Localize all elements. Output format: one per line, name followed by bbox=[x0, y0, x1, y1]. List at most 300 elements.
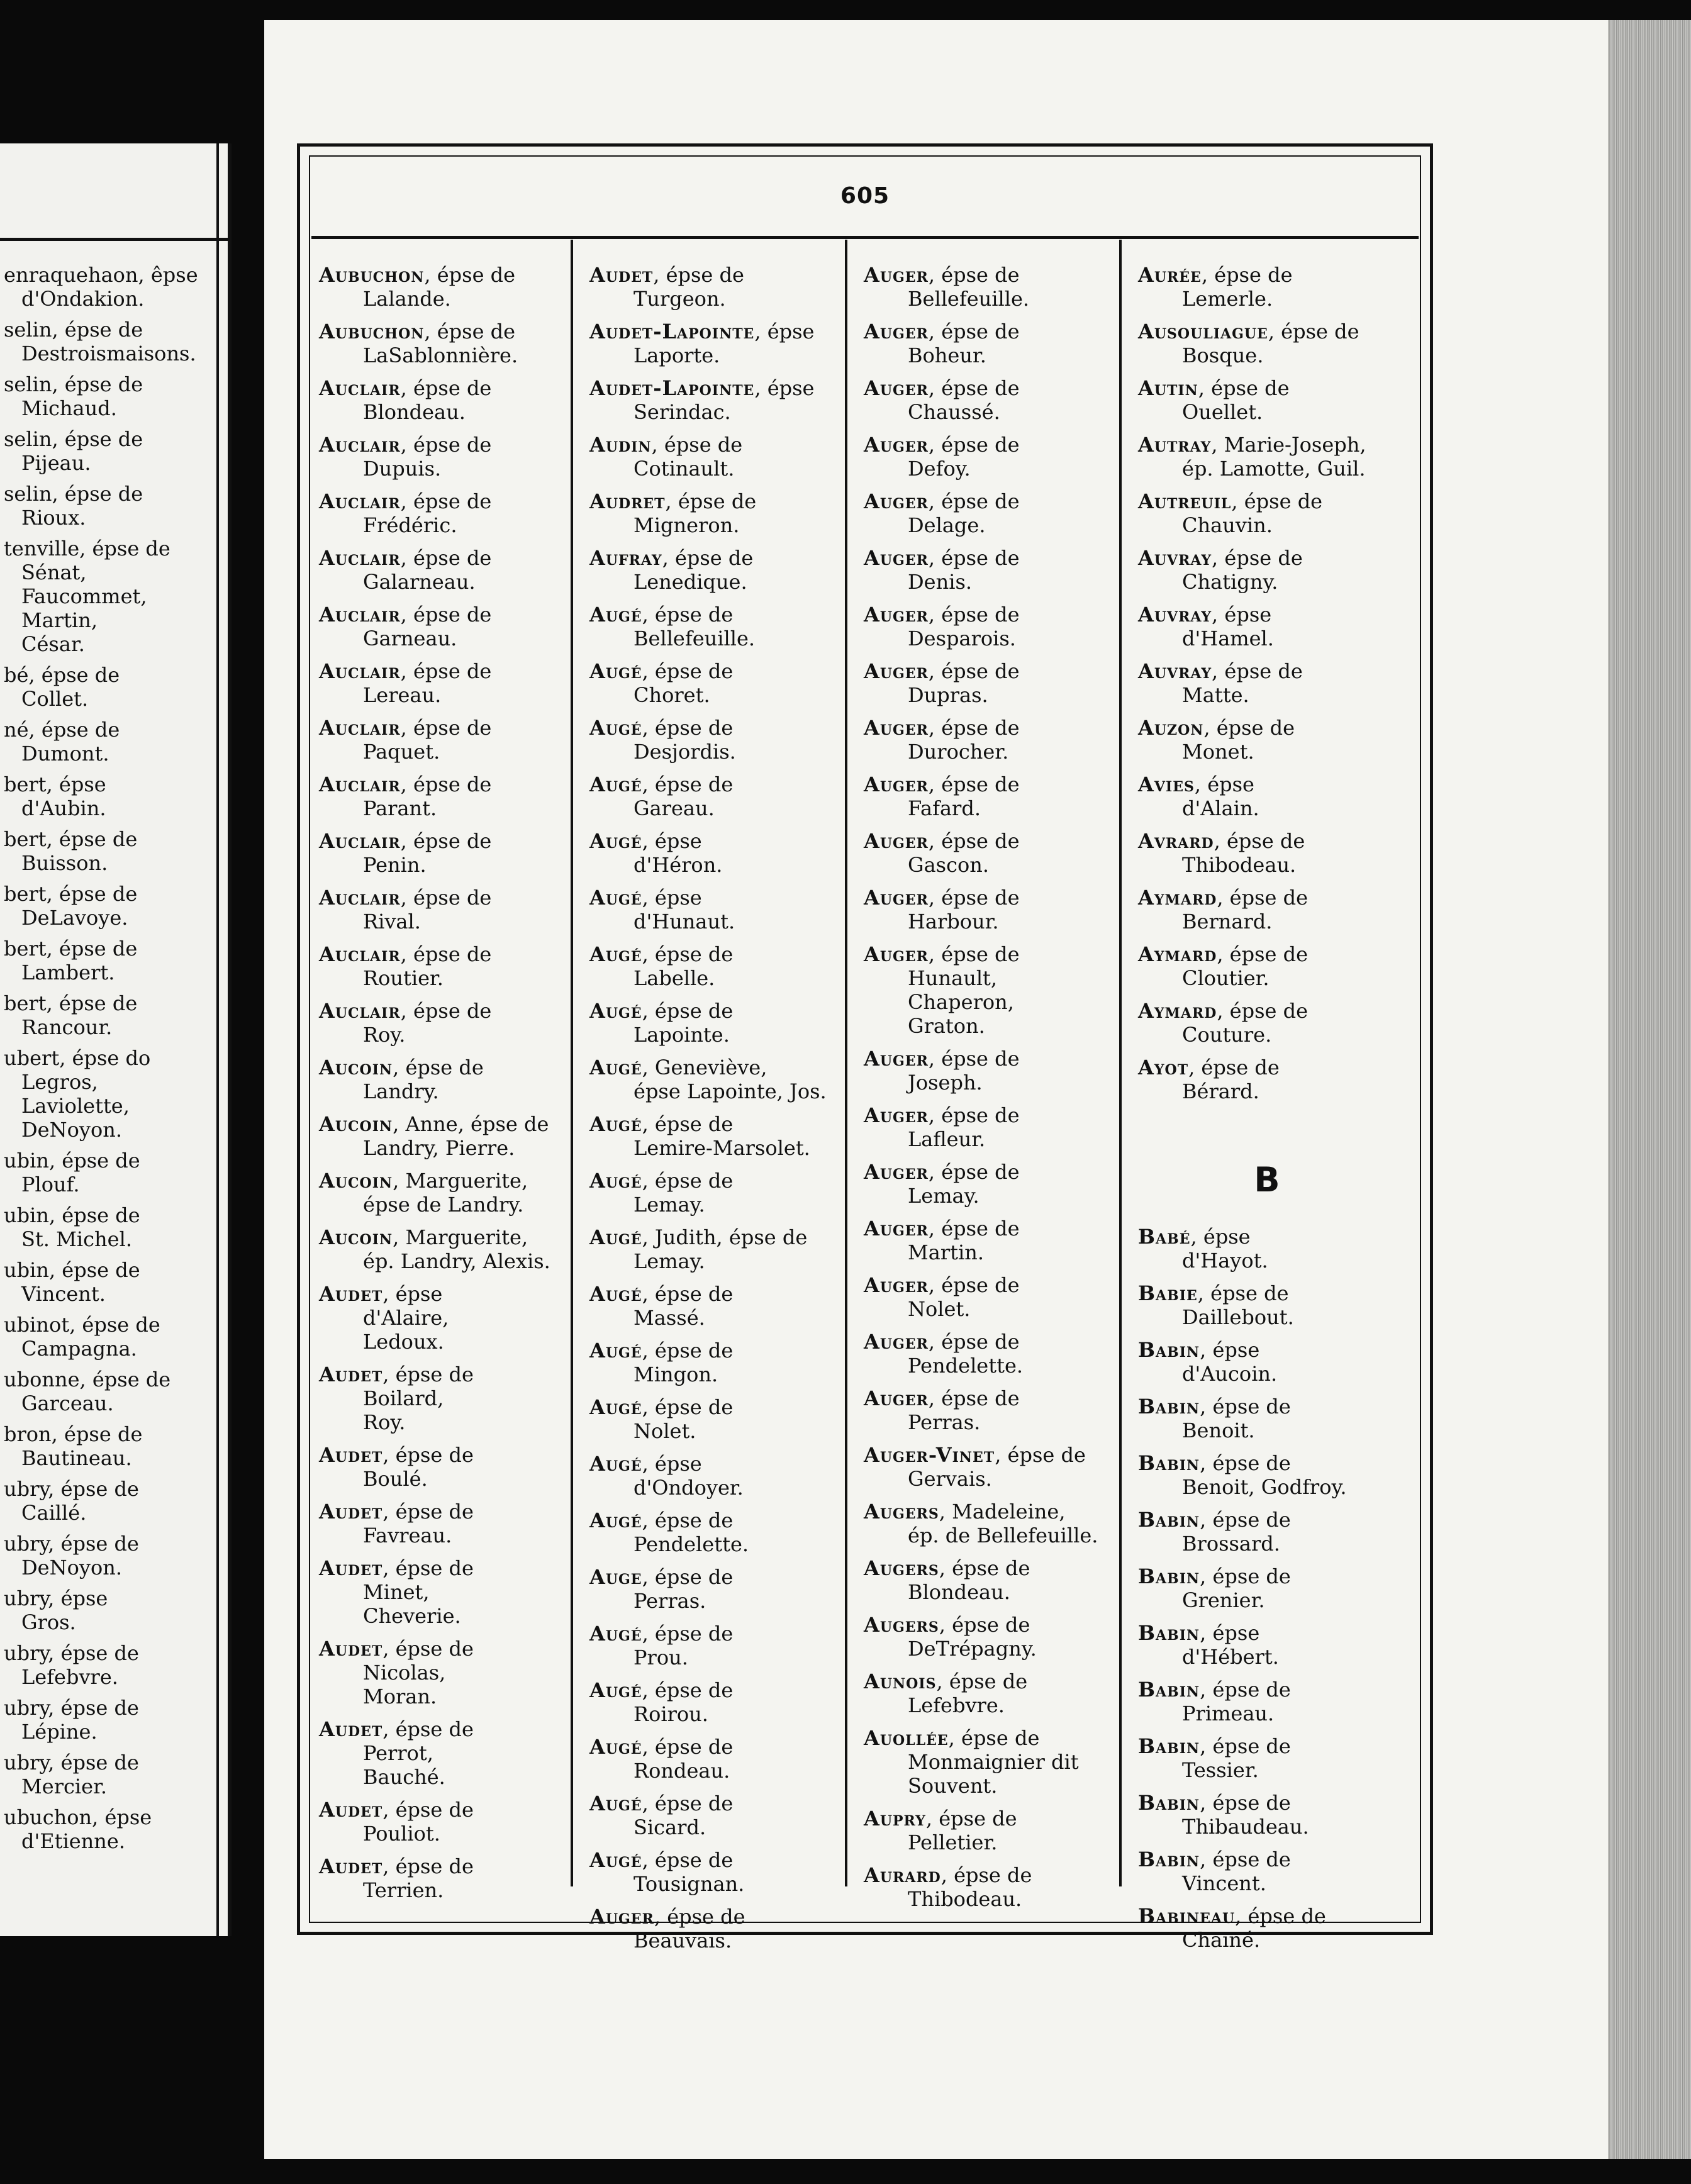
fragment-entry-line: Lefebvre. bbox=[21, 1665, 118, 1689]
entry-spouse-line: Lemay. bbox=[633, 1193, 705, 1217]
fragment-entry-line: Dumont. bbox=[21, 742, 109, 766]
fragment-entry-head: ubry, épse bbox=[4, 1586, 108, 1610]
fragment-entry-line: DeLavoye. bbox=[21, 906, 128, 930]
fragment-entry bbox=[4, 1805, 216, 1853]
entry-first-line bbox=[1138, 489, 1396, 513]
entry-first-line bbox=[864, 1807, 1122, 1830]
fragment-entry bbox=[4, 263, 216, 311]
index-entry bbox=[319, 433, 577, 481]
entry-spouse-line: Denis. bbox=[908, 570, 973, 594]
entry-surname: Augé bbox=[589, 1735, 642, 1759]
entry-surname: Aunois bbox=[864, 1669, 937, 1693]
entry-spouse-line: Perrot, bbox=[363, 1741, 433, 1765]
entry-first-line bbox=[589, 263, 847, 287]
entry-spouse-line: Vincent. bbox=[1182, 1871, 1266, 1895]
index-entry bbox=[864, 1726, 1122, 1798]
index-entry bbox=[319, 1282, 577, 1354]
entry-relation: , épse de bbox=[642, 772, 734, 796]
index-entry bbox=[589, 263, 847, 311]
entry-surname: Augé bbox=[589, 829, 642, 853]
index-column-1 bbox=[319, 263, 577, 1902]
fragment-entry-line: Collet. bbox=[21, 687, 89, 711]
fragment-entry-line: Faucommet, bbox=[21, 584, 147, 608]
fragment-entry-head: ubinot, épse de bbox=[4, 1313, 160, 1337]
entry-spouse-line: Lenedique. bbox=[633, 570, 747, 594]
entry-surname: Augé bbox=[589, 1395, 642, 1419]
entry-first-line bbox=[589, 376, 847, 400]
left-page-header-rule bbox=[0, 238, 228, 241]
entry-surname: Augé bbox=[589, 942, 642, 966]
fragment-entry bbox=[4, 1586, 216, 1634]
entry-relation: , épse de bbox=[939, 1556, 1030, 1580]
index-entry bbox=[589, 829, 847, 877]
entry-spouse-line: Penin. bbox=[363, 853, 427, 877]
entry-surname: Ayot bbox=[1138, 1056, 1189, 1079]
entry-relation: , épse de bbox=[642, 1678, 734, 1702]
index-entry bbox=[1138, 886, 1396, 933]
entry-spouse-line: d'Hayot. bbox=[1182, 1249, 1268, 1273]
entry-spouse-line: Gervais. bbox=[908, 1467, 992, 1491]
fragment-entry-head: ubry, épse de bbox=[4, 1751, 139, 1774]
entry-surname: Augé bbox=[589, 1452, 642, 1476]
entry-spouse-line: Lalande. bbox=[363, 287, 451, 311]
entry-first-line bbox=[864, 603, 1122, 627]
entry-surname: Auollée bbox=[864, 1726, 949, 1750]
index-entry bbox=[589, 1791, 847, 1839]
entry-relation: , Marguerite, bbox=[393, 1225, 528, 1249]
index-entry bbox=[589, 942, 847, 990]
index-entry bbox=[319, 829, 577, 877]
entry-spouse-line: Nolet. bbox=[908, 1297, 971, 1321]
entry-surname: Auclair bbox=[319, 376, 401, 400]
entry-first-line bbox=[1138, 1395, 1396, 1418]
index-entry bbox=[1138, 999, 1396, 1047]
index-entry bbox=[589, 999, 847, 1047]
fragment-entry-line: Rancour. bbox=[21, 1015, 113, 1039]
fragment-entry-line: Martin, bbox=[21, 608, 98, 632]
entry-relation: , épse de bbox=[662, 546, 754, 570]
entry-surname: Audet bbox=[319, 1637, 383, 1661]
entry-relation: , épse de bbox=[948, 1726, 1040, 1750]
index-entry bbox=[864, 886, 1122, 933]
entry-relation: , épse bbox=[754, 376, 815, 400]
index-entry bbox=[1138, 263, 1396, 311]
fragment-entry-line: d'Ondakion. bbox=[21, 287, 145, 311]
entry-surname: Augé bbox=[589, 1508, 642, 1532]
entry-relation: , Marguerite, bbox=[393, 1169, 528, 1193]
entry-surname: Aucoin bbox=[319, 1225, 393, 1249]
entry-first-line bbox=[864, 1273, 1122, 1297]
entry-surname: Babineau bbox=[1138, 1904, 1236, 1928]
entry-surname: Auzon bbox=[1138, 716, 1204, 740]
entry-relation: , épse de bbox=[642, 1508, 734, 1532]
entry-first-line bbox=[864, 1863, 1122, 1887]
entry-relation: , épse de bbox=[1203, 716, 1295, 740]
entry-first-line bbox=[589, 433, 847, 457]
index-entry bbox=[864, 1047, 1122, 1095]
entry-first-line bbox=[589, 1282, 847, 1306]
left-page-entries bbox=[4, 263, 216, 1860]
entry-first-line bbox=[864, 546, 1122, 570]
entry-relation: , épse de bbox=[928, 376, 1020, 400]
entry-relation: , épse de bbox=[382, 1717, 474, 1741]
entry-first-line bbox=[864, 1217, 1122, 1240]
entry-relation: , Judith, épse de bbox=[642, 1225, 808, 1249]
entry-first-line bbox=[589, 320, 847, 343]
index-column-4 bbox=[1138, 263, 1396, 1952]
fragment-entry bbox=[4, 1149, 216, 1196]
fragment-entry bbox=[4, 1532, 216, 1580]
entry-surname: Avrard bbox=[1138, 829, 1214, 853]
entry-first-line bbox=[864, 1330, 1122, 1354]
entry-relation: , épse de bbox=[382, 1500, 474, 1524]
entry-surname: Audet-Lapointe bbox=[589, 376, 755, 400]
fragment-entry-head: bert, épse de bbox=[4, 827, 138, 851]
index-entry bbox=[864, 1103, 1122, 1151]
entry-first-line bbox=[864, 1386, 1122, 1410]
entry-spouse-line: Galarneau. bbox=[363, 570, 476, 594]
index-entry bbox=[589, 376, 847, 424]
entry-spouse-line: Cheverie. bbox=[363, 1604, 461, 1628]
index-entry bbox=[589, 1112, 847, 1160]
entry-relation: , épse de bbox=[642, 1622, 734, 1646]
index-entry bbox=[589, 1056, 847, 1103]
index-entry bbox=[589, 489, 847, 537]
entry-spouse-line: Thibodeau. bbox=[908, 1887, 1022, 1911]
entry-spouse-line: Bérard. bbox=[1182, 1079, 1259, 1103]
entry-surname: Babé bbox=[1138, 1225, 1191, 1249]
fragment-entry-head: ubry, épse de bbox=[4, 1696, 139, 1720]
entry-first-line bbox=[319, 433, 577, 457]
entry-spouse-line: Perras. bbox=[908, 1410, 981, 1434]
entry-spouse-line: Migneron. bbox=[633, 513, 740, 537]
fragment-entry-head: bert, épse de bbox=[4, 937, 138, 961]
entry-spouse-line: d'Héron. bbox=[633, 853, 723, 877]
entry-spouse-line: d'Ondoyer. bbox=[633, 1476, 744, 1500]
entry-relation: , épse de bbox=[1214, 829, 1305, 853]
entry-surname: Audet bbox=[319, 1500, 383, 1524]
entry-first-line bbox=[589, 489, 847, 513]
entry-surname: Auger bbox=[864, 546, 929, 570]
entry-spouse-line: Serindac. bbox=[633, 400, 731, 424]
fragment-entry bbox=[4, 427, 216, 475]
fragment-entry-head: bert, épse de bbox=[4, 991, 138, 1015]
index-entry bbox=[319, 546, 577, 594]
entry-relation: , épse de bbox=[642, 1735, 734, 1759]
entry-spouse-line: d'Hébert. bbox=[1182, 1645, 1279, 1669]
entry-relation: , épse de bbox=[382, 1362, 474, 1386]
entry-surname: Aupry bbox=[864, 1807, 926, 1830]
entry-relation: , épse de bbox=[928, 546, 1020, 570]
entry-relation: , épse de bbox=[928, 1160, 1020, 1184]
entry-spouse-line: Desparois. bbox=[908, 627, 1016, 650]
entry-surname: Auger bbox=[864, 376, 929, 400]
entry-relation: , épse bbox=[1212, 603, 1272, 627]
fragment-entry-line: Lépine. bbox=[21, 1720, 98, 1744]
entry-first-line bbox=[1138, 1281, 1396, 1305]
entry-surname: Augers bbox=[864, 1613, 939, 1637]
fragment-entry-line: St. Michel. bbox=[21, 1227, 132, 1251]
entry-relation: , épse de bbox=[642, 1565, 734, 1589]
index-entry bbox=[589, 320, 847, 367]
entry-surname: Aucoin bbox=[319, 1056, 393, 1079]
entry-first-line bbox=[319, 603, 577, 627]
fragment-entry-line: d'Etienne. bbox=[21, 1829, 125, 1853]
fragment-entry-head: tenville, épse de bbox=[4, 537, 170, 560]
entry-surname: Audet-Lapointe bbox=[589, 320, 755, 343]
entry-spouse-line: Roirou. bbox=[633, 1702, 708, 1726]
entry-surname: Auger bbox=[864, 489, 929, 513]
entry-spouse-line: Rondeau. bbox=[633, 1759, 730, 1783]
index-entry bbox=[589, 1169, 847, 1217]
entry-spouse-line: Favreau. bbox=[363, 1524, 452, 1547]
entry-relation: , épse de bbox=[642, 1282, 734, 1306]
entry-surname: Aymard bbox=[1138, 999, 1217, 1023]
entry-first-line bbox=[589, 1225, 847, 1249]
entry-surname: Babin bbox=[1138, 1508, 1200, 1532]
entry-surname: Augé bbox=[589, 1339, 642, 1362]
entry-surname: Aucoin bbox=[319, 1112, 393, 1136]
entry-relation: , épse de bbox=[928, 320, 1020, 343]
entry-surname: Augers bbox=[864, 1556, 939, 1580]
entry-surname: Auger bbox=[864, 1047, 929, 1071]
entry-spouse-line: Choret. bbox=[633, 683, 710, 707]
entry-spouse-line: Lereau. bbox=[363, 683, 442, 707]
index-entry bbox=[864, 1556, 1122, 1604]
entry-first-line bbox=[1138, 1056, 1396, 1079]
entry-relation: , épse de bbox=[642, 1395, 734, 1419]
entry-spouse-line: Pendelette. bbox=[633, 1532, 749, 1556]
entry-surname: Autin bbox=[1138, 376, 1198, 400]
entry-first-line bbox=[319, 546, 577, 570]
index-entry bbox=[1138, 942, 1396, 990]
entry-first-line bbox=[1138, 1678, 1396, 1702]
entry-first-line bbox=[589, 1169, 847, 1193]
fragment-entry bbox=[4, 827, 216, 875]
entry-relation: , épse de bbox=[642, 1112, 734, 1136]
entry-first-line bbox=[589, 1112, 847, 1136]
entry-relation: , épse de bbox=[424, 320, 516, 343]
entry-relation: , épse de bbox=[642, 603, 734, 627]
index-entry bbox=[319, 999, 577, 1047]
entry-spouse-line: Hunault, bbox=[908, 966, 998, 990]
entry-relation: , épse de bbox=[928, 772, 1020, 796]
entry-surname: Augé bbox=[589, 1791, 642, 1815]
entry-relation: , épse de bbox=[642, 999, 734, 1023]
index-entry bbox=[1138, 1847, 1396, 1895]
entry-relation: , épse de bbox=[382, 1443, 474, 1467]
entry-relation: , épse de bbox=[400, 942, 492, 966]
index-entry bbox=[589, 1452, 847, 1500]
entry-surname: Auger bbox=[864, 942, 929, 966]
index-entry bbox=[589, 1225, 847, 1273]
entry-relation: , épse de bbox=[400, 886, 492, 910]
entry-first-line bbox=[1138, 1225, 1396, 1249]
index-entry bbox=[1138, 1678, 1396, 1725]
entry-relation: , épse de bbox=[1198, 376, 1290, 400]
entry-spouse-line: Roy. bbox=[363, 1023, 406, 1047]
entry-surname: Audet bbox=[319, 1854, 383, 1878]
entry-first-line bbox=[319, 886, 577, 910]
entry-spouse-line: Landry. bbox=[363, 1079, 439, 1103]
entry-relation: , épse de bbox=[1200, 1508, 1291, 1532]
entry-relation: , épse de bbox=[400, 433, 492, 457]
entry-relation: , épse bbox=[382, 1282, 443, 1306]
entry-first-line bbox=[589, 1622, 847, 1646]
entry-spouse-line: Chaperon, bbox=[908, 990, 1014, 1014]
index-entry bbox=[1138, 1225, 1396, 1273]
entry-first-line bbox=[1138, 433, 1396, 457]
entry-first-line bbox=[319, 1637, 577, 1661]
fragment-entry-head: ubin, épse de bbox=[4, 1149, 140, 1173]
entry-spouse-line: Thibodeau. bbox=[1182, 853, 1297, 877]
entry-first-line bbox=[319, 1169, 577, 1193]
entry-surname: Babin bbox=[1138, 1338, 1200, 1362]
index-entry bbox=[319, 263, 577, 311]
entry-surname: Augé bbox=[589, 1169, 642, 1193]
entry-first-line bbox=[864, 1556, 1122, 1580]
entry-spouse-line: Paquet. bbox=[363, 740, 440, 764]
entry-first-line bbox=[589, 1395, 847, 1419]
fragment-entry-head: selin, épse de bbox=[4, 318, 143, 342]
fragment-entry-line: Campagna. bbox=[21, 1337, 137, 1361]
entry-spouse-line: Turgeon. bbox=[633, 287, 726, 311]
entry-surname: Auger bbox=[864, 603, 929, 627]
entry-spouse-line: Garneau. bbox=[363, 627, 457, 650]
index-entry bbox=[1138, 1734, 1396, 1782]
fragment-entry bbox=[4, 1203, 216, 1251]
entry-first-line bbox=[864, 489, 1122, 513]
index-entry bbox=[864, 603, 1122, 650]
entry-spouse-line: Monmaignier dit bbox=[908, 1750, 1079, 1774]
entry-relation: , épse de bbox=[1200, 1564, 1291, 1588]
entry-relation: , épse de bbox=[642, 1791, 734, 1815]
entry-spouse-line: Beauvais. bbox=[633, 1929, 732, 1953]
entry-relation: , épse de bbox=[928, 942, 1020, 966]
entry-surname: Auger bbox=[864, 1273, 929, 1297]
entry-surname: Augers bbox=[864, 1500, 939, 1524]
index-entry bbox=[1138, 659, 1396, 707]
index-entry bbox=[1138, 1451, 1396, 1499]
entry-first-line bbox=[864, 659, 1122, 683]
entry-spouse-line: Blondeau. bbox=[363, 400, 466, 424]
entry-relation: , épse de bbox=[1217, 886, 1309, 910]
entry-first-line bbox=[864, 1103, 1122, 1127]
entry-relation: , épse de bbox=[642, 1848, 734, 1872]
entry-first-line bbox=[319, 772, 577, 796]
entry-surname: Audet bbox=[319, 1798, 383, 1822]
index-entry bbox=[1138, 603, 1396, 650]
entry-surname: Auclair bbox=[319, 489, 401, 513]
index-entry bbox=[1138, 1621, 1396, 1669]
entry-spouse-line: Sicard. bbox=[633, 1815, 706, 1839]
entry-relation: , épse de bbox=[400, 489, 492, 513]
entry-first-line bbox=[589, 546, 847, 570]
entry-spouse-line: Ouellet. bbox=[1182, 400, 1263, 424]
fragment-entry-line: Lambert. bbox=[21, 961, 115, 984]
entry-relation: , épse de bbox=[995, 1443, 1086, 1467]
entry-surname: Augé bbox=[589, 1622, 642, 1646]
entry-first-line bbox=[589, 1452, 847, 1476]
index-entry bbox=[864, 320, 1122, 367]
entry-surname: Auger bbox=[864, 772, 929, 796]
index-entry bbox=[864, 1273, 1122, 1321]
entry-first-line bbox=[319, 1798, 577, 1822]
entry-surname: Auger bbox=[864, 1386, 929, 1410]
fragment-entry-line: César. bbox=[21, 632, 85, 656]
entry-surname: Aucoin bbox=[319, 1169, 393, 1193]
entry-first-line bbox=[589, 1791, 847, 1815]
index-entry bbox=[864, 942, 1122, 1038]
entry-spouse-line: Gascon. bbox=[908, 853, 990, 877]
entry-spouse-line: Dupuis. bbox=[363, 457, 442, 481]
index-entry bbox=[864, 433, 1122, 481]
index-entry bbox=[589, 1565, 847, 1613]
fragment-entry-head: bert, épse de bbox=[4, 882, 138, 906]
entry-spouse-line: Tessier. bbox=[1182, 1758, 1259, 1782]
entry-surname: Auclair bbox=[319, 659, 401, 683]
entry-spouse-line: d'Hunaut. bbox=[633, 910, 735, 933]
fragment-entry bbox=[4, 718, 216, 766]
index-column-2 bbox=[589, 263, 847, 1953]
fragment-entry-line: Michaud. bbox=[21, 396, 117, 420]
entry-first-line bbox=[589, 1905, 847, 1929]
entry-first-line bbox=[1138, 1451, 1396, 1475]
entry-first-line bbox=[864, 1669, 1122, 1693]
entry-surname: Audet bbox=[319, 1556, 383, 1580]
entry-relation: , épse de bbox=[1212, 659, 1303, 683]
entry-first-line bbox=[864, 320, 1122, 343]
index-entry bbox=[1138, 1056, 1396, 1103]
index-entry bbox=[319, 1443, 577, 1491]
entry-surname: Babin bbox=[1138, 1451, 1200, 1475]
entry-spouse-line: Primeau. bbox=[1182, 1702, 1275, 1725]
fragment-entry-head: ubonne, épse de bbox=[4, 1368, 171, 1391]
entry-spouse-line: Chauvin. bbox=[1182, 513, 1273, 537]
fragment-entry-head: selin, épse de bbox=[4, 372, 143, 396]
index-entry bbox=[319, 1056, 577, 1103]
entry-spouse-line: ép. de Bellefeuille. bbox=[908, 1524, 1098, 1547]
entry-relation: , épse de bbox=[928, 433, 1020, 457]
entry-spouse-line: Mingon. bbox=[633, 1362, 718, 1386]
fragment-entry-head: selin, épse de bbox=[4, 482, 143, 506]
entry-surname: Auger bbox=[864, 320, 929, 343]
index-entry bbox=[319, 1225, 577, 1273]
entry-relation: , épse de bbox=[651, 433, 743, 457]
entry-surname: Auclair bbox=[319, 603, 401, 627]
index-entry bbox=[589, 659, 847, 707]
entry-first-line bbox=[864, 1613, 1122, 1637]
entry-relation: , Anne, épse de bbox=[393, 1112, 549, 1136]
entry-surname: Auclair bbox=[319, 772, 401, 796]
entry-surname: Babin bbox=[1138, 1734, 1200, 1758]
entry-spouse-line: Chaussé. bbox=[908, 400, 1000, 424]
index-entry bbox=[589, 433, 847, 481]
entry-first-line bbox=[864, 1160, 1122, 1184]
index-entry bbox=[864, 659, 1122, 707]
entry-spouse-line: Defoy. bbox=[908, 457, 971, 481]
entry-spouse-line: Durocher. bbox=[908, 740, 1009, 764]
entry-spouse-line: Nolet. bbox=[633, 1419, 696, 1443]
index-entry bbox=[319, 320, 577, 367]
entry-spouse-line: Bosque. bbox=[1182, 343, 1264, 367]
fragment-entry-head: bé, épse de bbox=[4, 663, 120, 687]
entry-first-line bbox=[1138, 1338, 1396, 1362]
entry-relation: , épse de bbox=[928, 1103, 1020, 1127]
entry-surname: Auvray bbox=[1138, 603, 1212, 627]
section-letter: B bbox=[1254, 1160, 1280, 1200]
index-entry bbox=[864, 716, 1122, 764]
